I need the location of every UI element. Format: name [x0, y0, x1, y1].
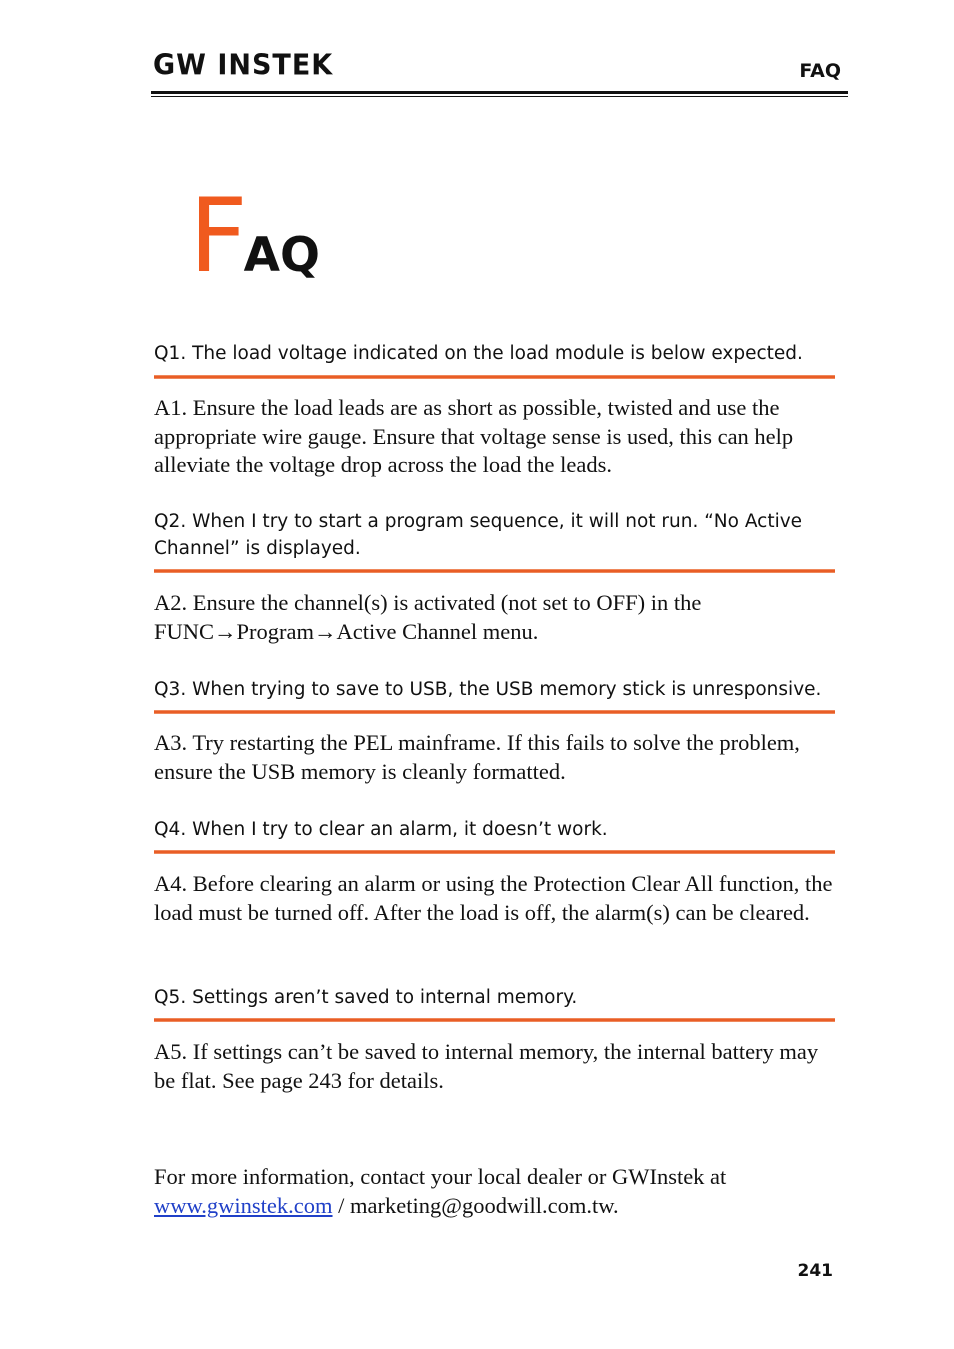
- contact-text: For more information, contact your local dealer or GWInstek at: [154, 1164, 727, 1189]
- faq-question-2: Q2. When I try to start a program sequence, it will not run. “No Active Channel” is displayed.: [154, 511, 803, 559]
- header-divider-thin: [151, 96, 848, 97]
- faq-question-4: Q4. When I try to clear an alarm, it doesn’t work.: [154, 819, 608, 840]
- question-divider-2: [154, 569, 835, 573]
- question-divider-3: [154, 710, 835, 714]
- faq-answer-3: A3. Try restarting the PEL mainframe. If this fails to solve the problem, ensure the USB memory is cleanly formatted.: [154, 730, 800, 784]
- chapter-title: [189, 177, 321, 296]
- question-divider-1: [154, 375, 835, 379]
- faq-question-1: Q1. The load voltage indicated on the load module is below expected.: [154, 343, 803, 364]
- website-link[interactable]: www.gwinstek.com: [154, 1192, 333, 1218]
- contact-info: [154, 1163, 844, 1220]
- chapter-title-initial: F: [189, 177, 248, 296]
- faq-answer-5: A5. If settings can’t be saved to internal memory, the internal battery may be flat. See page 243 for details.: [154, 1039, 819, 1093]
- faq-question-5: Q5. Settings aren’t saved to internal memory.: [154, 987, 578, 1008]
- faq-answer-4: A4. Before clearing an alarm or using the Protection Clear All function, the load must be turned off. After the load is off, the alarm(s) can be cleared.: [154, 871, 833, 925]
- gwinstek-logo: GW INSTEK: [153, 49, 334, 82]
- contact-email: / marketing@goodwill.com.tw.: [332, 1192, 619, 1218]
- page-number: 241: [797, 1261, 833, 1281]
- faq-answer-2: A2. Ensure the channel(s) is activated (not set to OFF) in the FUNC→Program→Active Channel menu.: [154, 590, 702, 644]
- faq-answer-1: A1. Ensure the load leads are as short as possible, twisted and use the appropriate wire gauge. Ensure that voltage sense is used, this can help alleviate the voltage drop across the load the leads.: [154, 395, 794, 477]
- question-divider-4: [154, 850, 835, 854]
- question-divider-5: [154, 1018, 835, 1022]
- header-section-title: FAQ: [799, 60, 841, 82]
- chapter-title-rest: AQ: [243, 228, 321, 283]
- header-divider: [151, 91, 848, 94]
- faq-question-3: Q3. When trying to save to USB, the USB memory stick is unresponsive.: [154, 679, 822, 700]
